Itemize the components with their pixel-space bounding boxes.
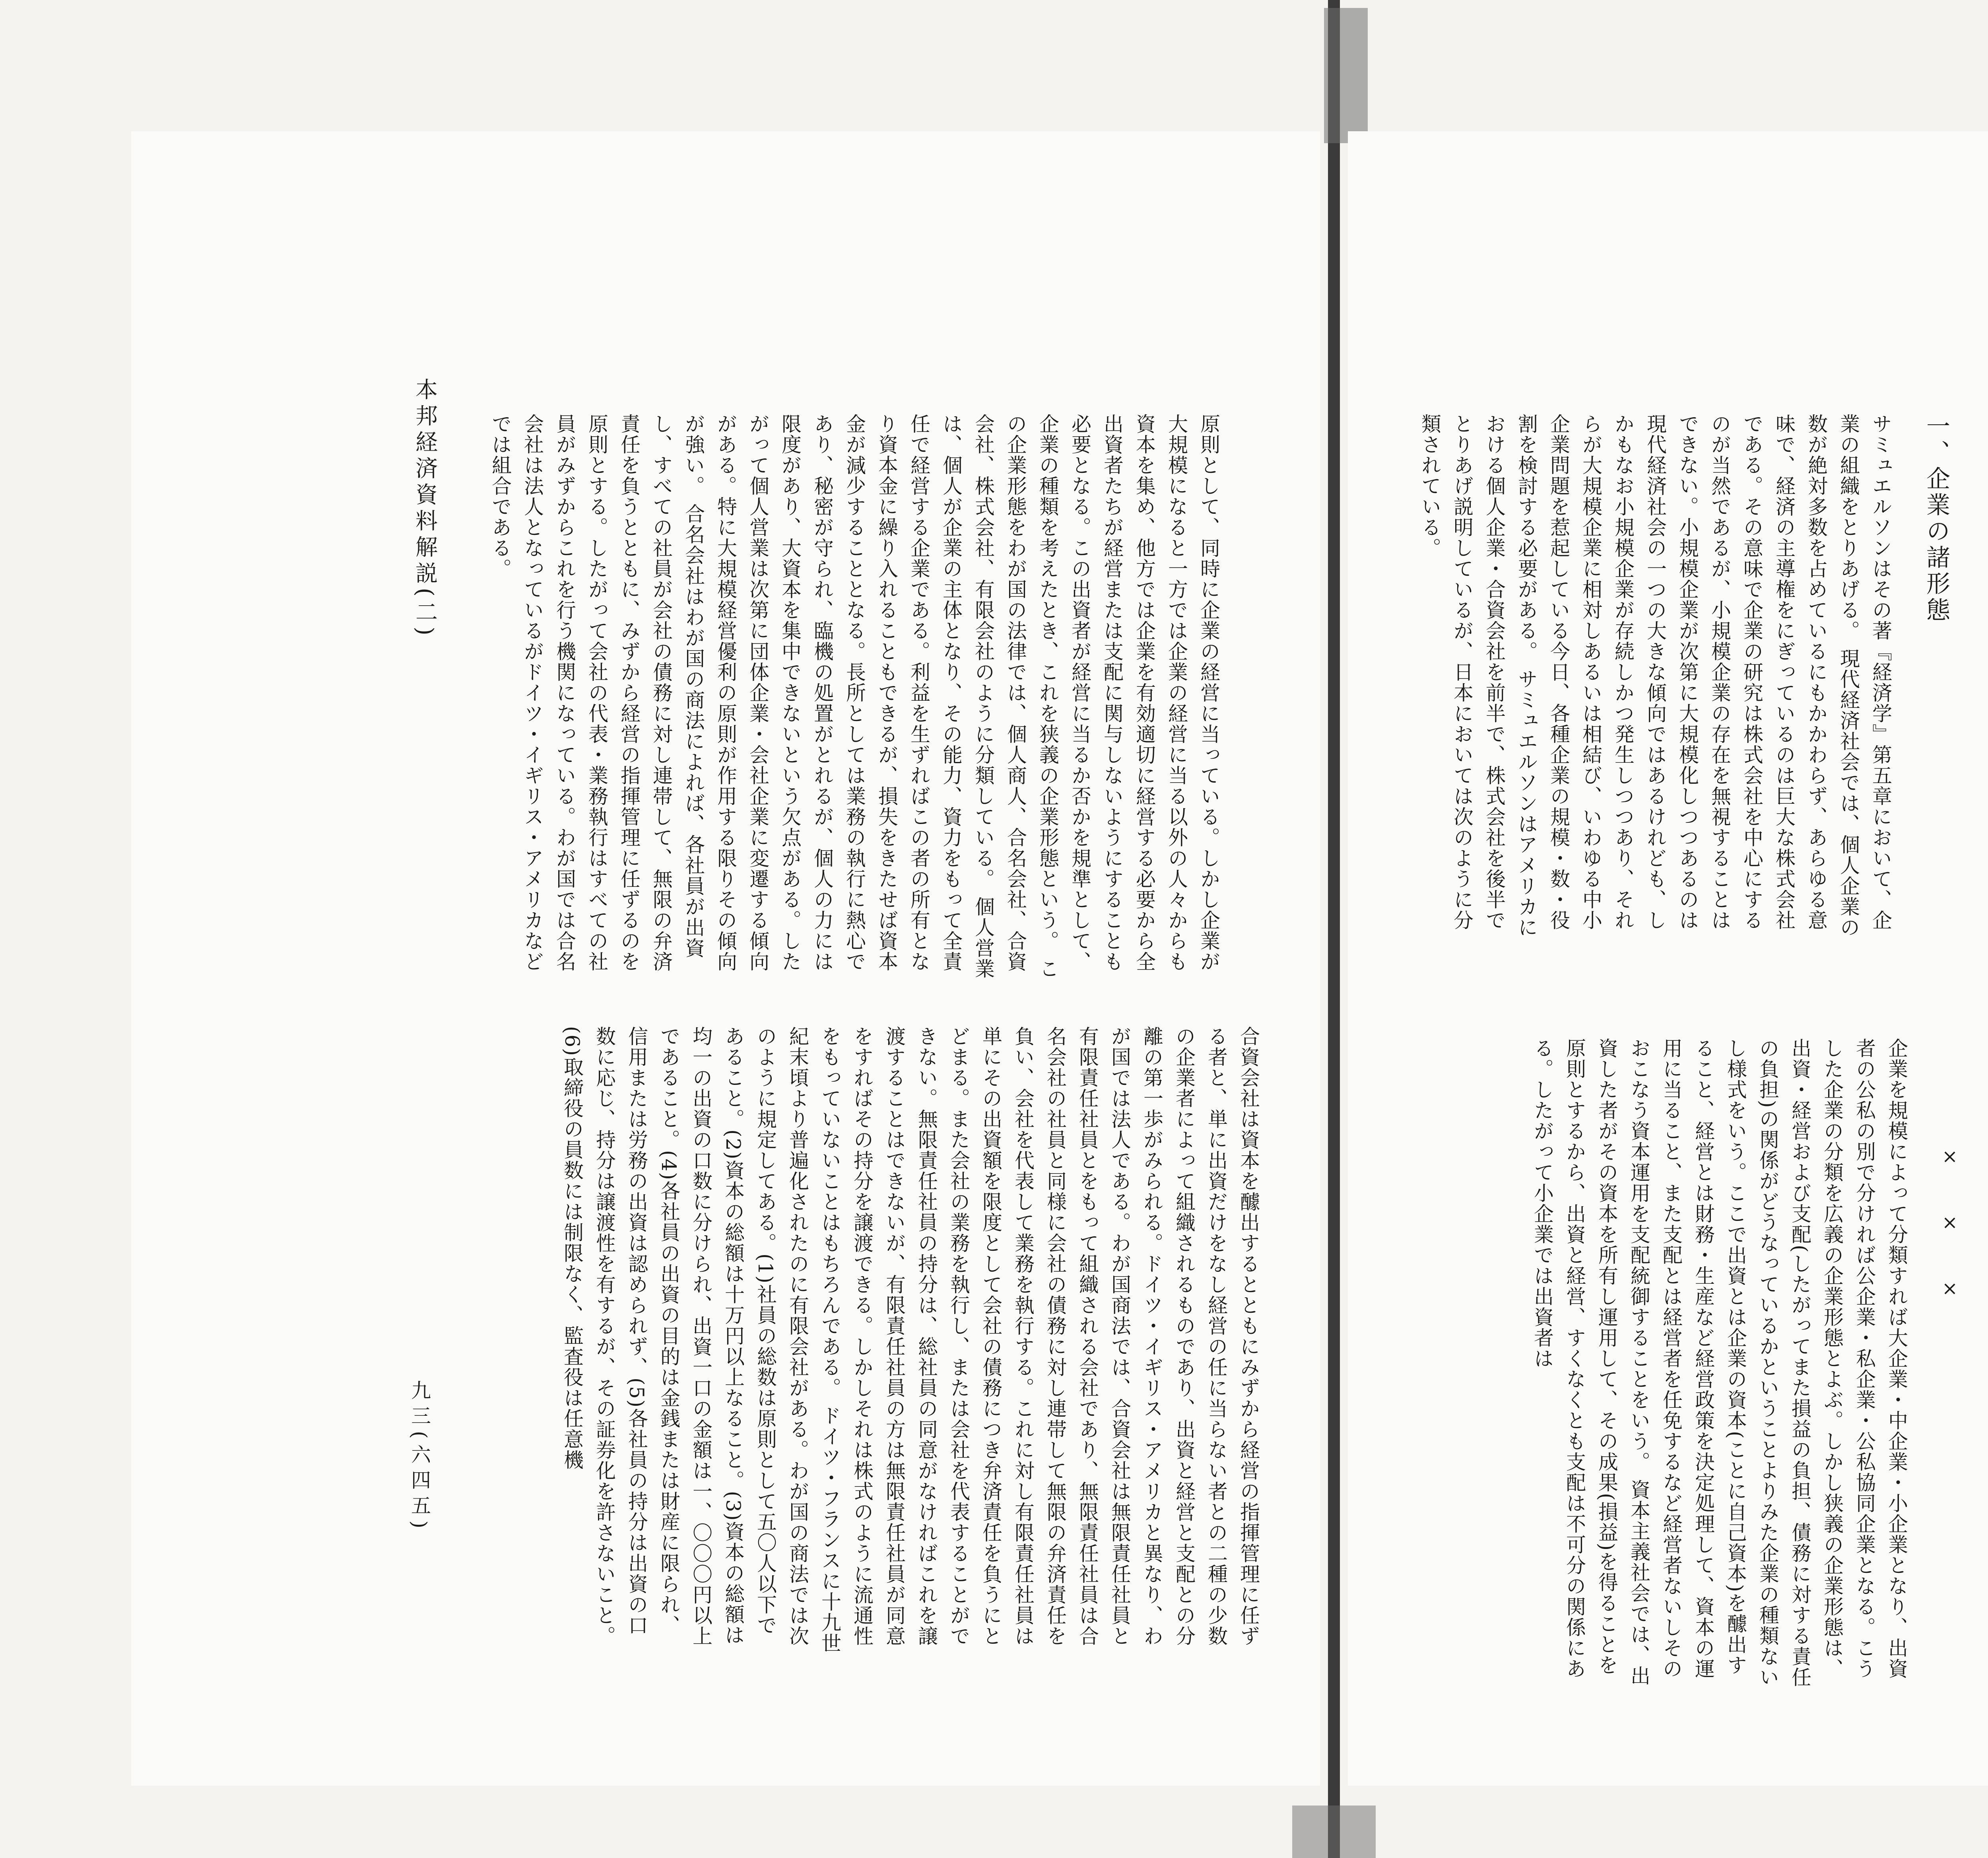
spine-shadow-bottom (1292, 1806, 1376, 1858)
section-heading: 一、企業の諸形態 (1922, 414, 1950, 624)
left-lower-text: 合資会社は資本を醵出するとともにみずから経営の指揮管理に任ずる者と、単に出資だけをなし経営の任に当らない者との二種の少数の企業者によって組織されるものであり、出資と経営と支配との分離の第一歩がみられる。ドイツ・イギリス・アメリカと異なり、わが国では法人である。わが国商法では、合資会社は無限責任社員と有限責任社員とをもって組織される会社であり、無限責任社員は合名会社の社員と同様に会社の債務に対し連帯して無限の弁済責任を負い、会社を代表して業務を執行する。これに対し有限責任社員は単にその出資額を限度として会社の債務につき弁済責任を負うにとどまる。また会社の業務を執行し、または会社を代表することができない。無限責任社員の持分は、総社員の同意がなければこれを譲渡することはできないが、有限責任社員の方は無限責任社員が同意をすればその持分を譲渡できる。しかしそれは株式のように流通性をもっていないことはもちろんである。 ドイツ・フランスに十九世紀末頃より普遍化されたのに有限会社がある。わが国の商法では次のように規定してある。(1)社員の総数は原則として五〇人以下であること。(2)資本の総額は十万円以上なること。(3)資本の総額は均一の出資の口数に分けられ、出資一口の金額は一、〇〇〇円以上であること。(4)各社員の出資の目的は金銭または財産に限られ、信用または労務の出資は認められず、(5)各社員の持分は出資の口数に応じ、持分は譲渡性を有するが、その証券化を許さないこと。(6)取締役の員数には制限なく、監査役は任意機 (561, 1026, 1260, 1654)
right-upper-text: サミュエルソンはその著『経済学』第五章において、企業の組織をとりあげる。 現代経済社会では、個人企業の数が絶対多数を占めているにもかかわらず、あらゆる意味で、経済の主導権をにぎっているのは巨大な株式会社である。その意味で企業の研究は株式会社を中心にするのが当然であるが、小規模企業の存在を無視することはできない。小規模企業が次第に大規模化しつつあるのは現代経済社会の一つの大きな傾向ではあるけれども、しかもなお小規模企業が存続しかつ発生しつつあり、それらが大規模企業に相対しあるいは相結び、いわゆる中小企業問題を惹起している今日、各種企業の規模・数・役割を検討する必要がある。 サミュエルソンはアメリカにおける個人企業・合資会社を前半で、株式会社を後半でとりあげ説明しているが、日本においては次のように分類されている。 (1418, 414, 1892, 938)
left-upper-text: 原則として、同時に企業の経営に当っている。しかし企業が大規模になると一方では企業の経営に当る以外の人々からも資本を集め、他方では企業を有効適切に経営する必要から全出資者たちが経営または支配に関与しないようにすることも必要となる。この出資者が経営に当るか否かを規準として、企業の種類を考えたとき、これを狭義の企業形態という。 この企業形態をわが国の法律では、個人商人、合名会社、合資会社、株式会社、有限会社のように分類している。 個人営業は、個人が企業の主体となり、その能力、資力をもって全責任で経営する企業である。利益を生ずればこの者の所有となり資本金に繰り入れることもできるが、損失をきたせば資本金が減少することとなる。長所としては業務の執行に熱心であり、秘密が守られ、臨機の処置がとれるが、個人の力には限度があり、大資本を集中できないという欠点がある。したがって個人営業は次第に団体企業・会社企業に変遷する傾向がある。特に大規模経営優利の原則が作用する限りその傾向が強い。 合名会社はわが国の商法によれば、各社員が出資し、すべての社員が会社の債務に対し連帯して、無限の弁済責任を負うとともに、みずから経営の指揮管理に任ずるのを原則とする。したがって会社の代表・業務執行はすべての社員がみずからこれを行う機関になっている。わが国では合名会社は法人となっているがドイツ・イギリス・アメリカなどでは組合である。 (489, 414, 1220, 979)
separator-marks: ××× (1939, 1145, 1961, 1343)
page-number-left: 九三(六四五) (408, 1380, 431, 1534)
running-head: 本邦経済資料解説(二) (412, 378, 438, 639)
spine-shadow-top (1324, 8, 1368, 143)
right-lower-text: 企業を規模によって分類すれば大企業・中企業・小企業となり、出資者の公私の別で分ければ公企業・私企業・公私協同企業となる。こうした企業の分類を広義の企業形態とよぶ。しかし狭義の企業形態は、出資・経営および支配(したがってまた損益の負担、債務に対する責任の負担)の関係がどうなっているかということよりみた企業の種類ないし様式をいう。ここで出資とは企業の資本(ことに自己資本)を醵出すること、経営とは財務・生産など経営政策を決定処理して、資本の運用に当ること、また支配とは経営者を任免するなど経営者ないしそのおこなう資本運用を支配統御することをいう。 資本主義社会では、出資した者がその資本を所有し運用して、その成果(損益)を得ることを原則とするから、出資と経営、すくなくとも支配は不可分の関係にある。したがって小企業では出資者は (1531, 1038, 1908, 1688)
book-spine (1328, 0, 1340, 1858)
